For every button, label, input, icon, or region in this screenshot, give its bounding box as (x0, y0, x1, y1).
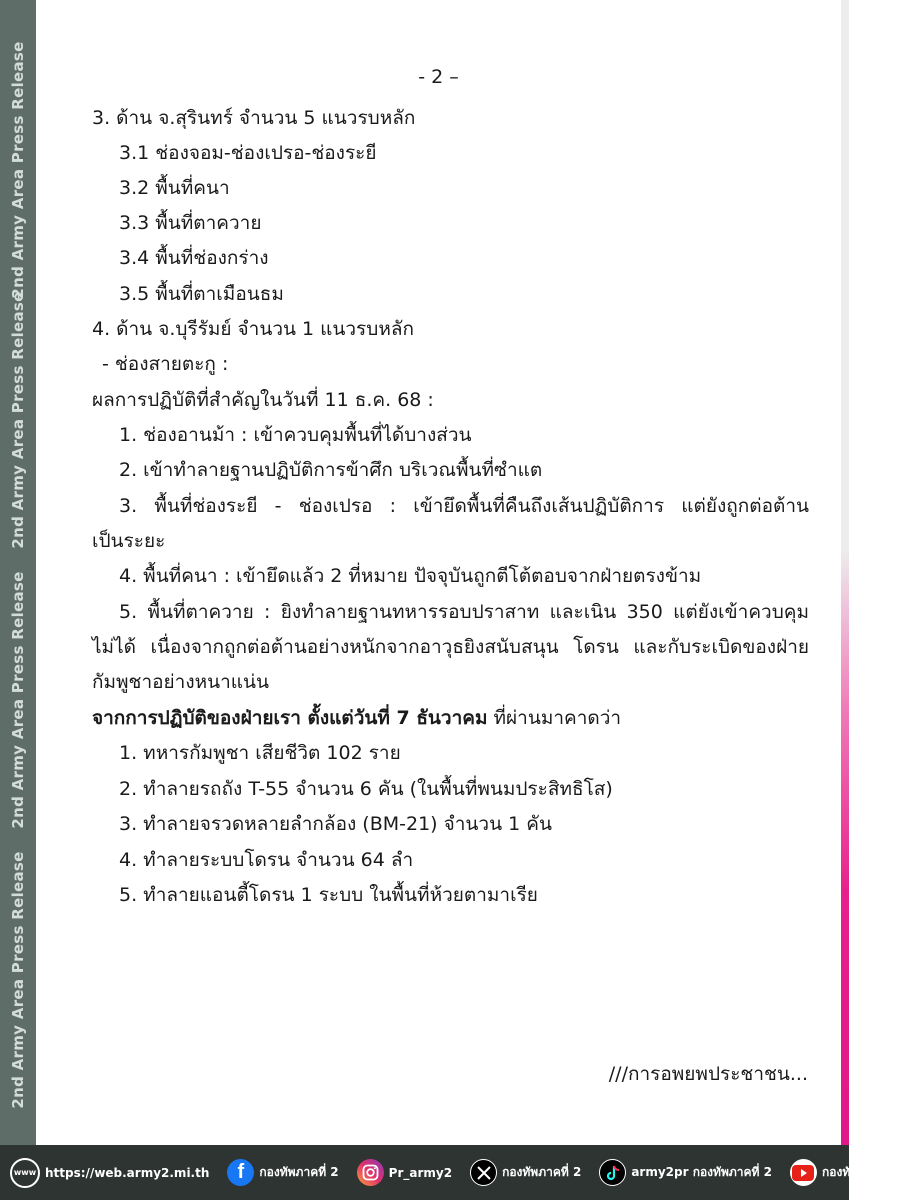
globe-icon: www (10, 1158, 40, 1188)
website-url: https://web.army2.mi.th (45, 1165, 210, 1180)
facebook-icon: f (227, 1159, 254, 1186)
list-item: 5. พื้นที่ตาควาย : ยิงทำลายฐานทหารรอบปราสาท และเนิน 350 แต่ยังเข้าควบคุม (119, 601, 809, 623)
instagram-link[interactable] (357, 1159, 452, 1186)
facebook-label: กองทัพภาคที่ 2 (259, 1165, 339, 1179)
results-heading: ผลการปฏิบัติที่สำคัญในวันที่ 11 ธ.ค. 68 : (92, 389, 434, 411)
section-heading: 4. ด้าน จ.บุรีรัมย์ จำนวน 1 แนวรบหลัก (92, 318, 414, 340)
list-item-continued: เป็นระยะ (92, 530, 166, 552)
summary-heading-rest: ที่ผ่านมาคาดว่า (487, 707, 622, 729)
list-item: 3. พื้นที่ช่องระยี - ช่องเปรอ : เข้ายึดพื้นที่คืนถึงเส้นปฏิบัติการ แต่ยังถูกต่อต้าน (119, 495, 809, 517)
instagram-label: Pr_army2 (388, 1165, 453, 1180)
page-number: - 2 – (418, 66, 459, 88)
document-page (36, 0, 841, 1145)
youtube-link[interactable] (790, 1159, 901, 1186)
list-item: 3.1 ช่องจอม-ช่องเปรอ-ช่องระยี (119, 142, 377, 164)
list-item-continued: ไม่ได้ เนื่องจากถูกต่อต้านอย่างหนักจากอาวุธยิงสนับสนุน โดรน และกับระเบิดของฝ่าย (92, 636, 809, 658)
list-item: 3.4 พื้นที่ช่องกร่าง (119, 247, 269, 269)
list-item: 4. พื้นที่คนา : เข้ายึดแล้ว 2 ที่หมาย ปัจจุบันถูกตีโต้ตอบจากฝ่ายตรงข้าม (119, 565, 702, 587)
list-item: 3.2 พื้นที่คนา (119, 177, 230, 199)
website-link[interactable] (10, 1158, 209, 1188)
tiktok-link[interactable] (599, 1159, 772, 1186)
x-label: กองทัพภาคที่ 2 (502, 1165, 582, 1179)
facebook-link[interactable] (227, 1159, 338, 1186)
instagram-icon (357, 1159, 384, 1186)
tiktok-icon (599, 1159, 626, 1186)
summary-heading (92, 706, 621, 730)
x-link[interactable] (470, 1159, 581, 1186)
result-item: 1. ทหารกัมพูชา เสียชีวิต 102 ราย (119, 742, 401, 764)
x-icon (470, 1159, 497, 1186)
continuation-note: ///การอพยพประชาชน... (608, 1063, 808, 1085)
youtube-icon (790, 1159, 817, 1186)
result-item: 5. ทำลายแอนตี้โดรน 1 ระบบ ในพื้นที่ห้วยตามาเรีย (119, 884, 538, 906)
result-item: 4. ทำลายระบบโดรน จำนวน 64 ลำ (119, 849, 414, 871)
section-heading: 3. ด้าน จ.สุรินทร์ จำนวน 5 แนวรบหลัก (92, 107, 416, 129)
tiktok-label: army2pr กองทัพภาคที่ 2 (631, 1165, 772, 1179)
list-item: 3.3 พื้นที่ตาควาย (119, 212, 262, 234)
list-item: - ช่องสายตะกู : (102, 353, 229, 375)
youtube-label: กองทัพภาคที่ 2 (821, 1165, 901, 1179)
watermark-band: 2nd Army Area Press Release 2nd Army Area Press Release 2nd Army Area Press Release 2nd Army Area Press Release (0, 0, 36, 1145)
list-item: 1. ช่องอานม้า : เข้าควบคุมพื้นที่ได้บางส่วน (119, 424, 472, 446)
result-item: 3. ทำลายจรวดหลายลำกล้อง (BM-21) จำนวน 1 คัน (119, 813, 552, 835)
list-item-continued: กัมพูชาอย่างหนาแน่น (92, 671, 270, 693)
accent-bar (841, 0, 849, 1145)
footer-bar (0, 1145, 901, 1200)
result-item: 2. ทำลายรถถัง T-55 จำนวน 6 คัน (ในพื้นที่พนมประสิทธิโส) (119, 778, 613, 800)
list-item: 3.5 พื้นที่ตาเมือนธม (119, 283, 284, 305)
summary-heading-bold: จากการปฏิบัติของฝ่ายเรา ตั้งแต่วันที่ 7 ธันวาคม (92, 707, 488, 729)
list-item: 2. เข้าทำลายฐานปฏิบัติการข้าศึก บริเวณพื้นที่ซำแต (119, 459, 543, 481)
